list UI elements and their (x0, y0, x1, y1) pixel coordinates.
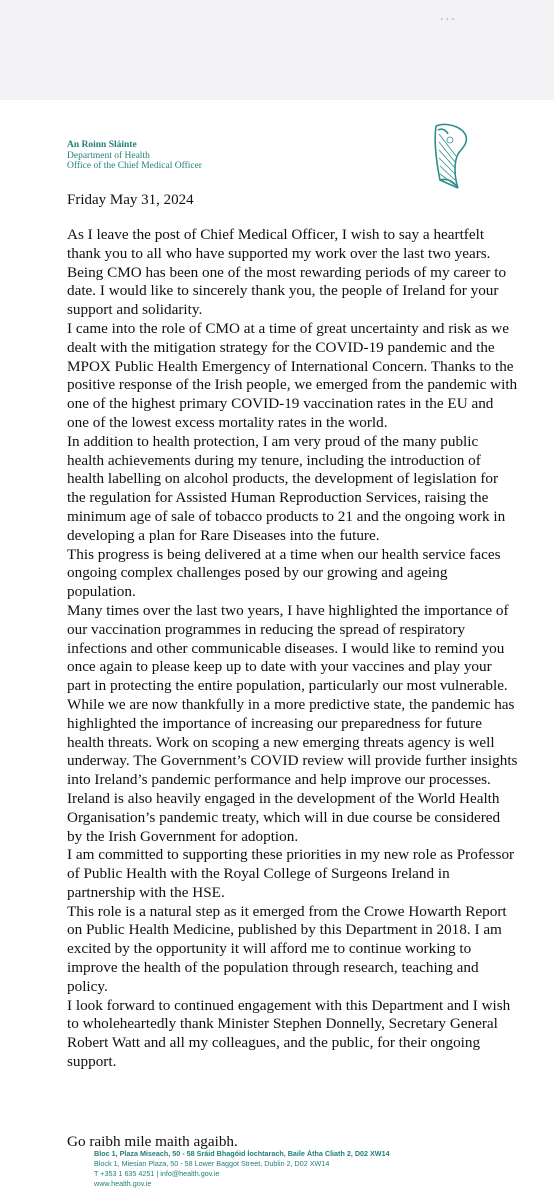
paragraph: I am committed to supporting these priorities in my new role as Professor of Public Health with the Royal College of Surgeons Ireland in partnership with the HSE. (67, 846, 515, 901)
paragraph: This progress is being delivered at a time when our health service faces ongoing complex challenges posed by our growing and ageing population. (67, 545, 501, 601)
letterhead (67, 140, 202, 172)
footer-address-english: Block 1, Miesian Plaza, 50 - 58 Lower Baggot Street, Dublin 2, D02 XW14 (94, 1159, 330, 1168)
footer-website[interactable]: www.health.gov.ie (94, 1179, 152, 1188)
harp-crest-icon (428, 120, 472, 196)
footer-contact: T +353 1 635 4251 | info@health.gov.ie (94, 1169, 220, 1178)
department-name-irish: An Roinn Sláinte (67, 140, 137, 150)
letter-footer (94, 1149, 534, 1189)
department-name-english: Department of Health (67, 150, 150, 161)
more-horizontal-icon[interactable]: ··· (439, 12, 456, 28)
letter-signoff: Go raibh mile maith agaibh. (67, 1133, 238, 1150)
paragraph: In addition to health protection, I am very proud of the many public health achievements during my tenure, including the introduction of health labelling on alcohol products, the development of legislation for the regulation for Assisted Human Reproduction Services, raising the minimum age of sale of tobacco products to 21 and the ongoing work in developing a plan for Rare Diseases into the future. (67, 432, 506, 544)
paragraph: Many times over the last two years, I have highlighted the importance of our vaccination programmes in reducing the spread of respiratory infections and other communicable diseases. I would like to remind you once again to please keep up to date with your vaccines and play your part in protecting the entire population, particularly our most vulnerable. (67, 601, 509, 695)
footer-address-irish: Bloc 1, Plaza Miseach, 50 - 58 Sráid Bhagóid Íochtarach, Baile Átha Cliath 2, D02 XW14 (94, 1149, 390, 1158)
letter-body (67, 226, 519, 1072)
paragraph: As I leave the post of Chief Medical Officer, I wish to say a heartfelt thank you to all who have supported my work over the last two years. Being CMO has been one of the most rewarding periods of my career to date. I would like to sincerely thank you, the people of Ireland for your support and solidarity. (67, 226, 507, 319)
paragraph: This role is a natural step as it emerged from the Crowe Howarth Report on Public Health Medicine, published by this Department in 2018. I am excited by the opportunity it will afford me to continue working to improve the health of the population through research, teaching and policy. (67, 902, 507, 995)
office-name: Office of the Chief Medical Officer (67, 161, 202, 171)
letter-date: Friday May 31, 2024 (67, 192, 194, 208)
paragraph: I look forward to continued engagement with this Department and I wish to wholeheartedly thank Minister Stephen Donnelly, Secretary General Robert Watt and all my colleagues, and the public, for their ongoing support. (67, 996, 511, 1071)
viewer-top-bar (0, 0, 554, 100)
paragraph: While we are now thankfully in a more predictive state, the pandemic has highlighted the importance of increasing our preparedness for future health threats. Work on scoping a new emerging threats agency is well underway. The Government’s COVID review will provide further insights into Ireland’s pandemic performance and help improve our processes. Ireland is also heavily engaged in the development of the World Health Organisation’s pandemic treaty, which will in due course be considered by the Irish Government for adoption. (67, 695, 518, 845)
paragraph: I came into the role of CMO at a time of great uncertainty and risk as we dealt with the mitigation strategy for the COVID-19 pandemic and the MPOX Public Health Emergency of International Concern. Thanks to the positive response of the Irish people, we emerged from the pandemic with one of the highest primary COVID-19 vaccination rates in the EU and one of the lowest excess mortality rates in the world. (67, 319, 518, 431)
